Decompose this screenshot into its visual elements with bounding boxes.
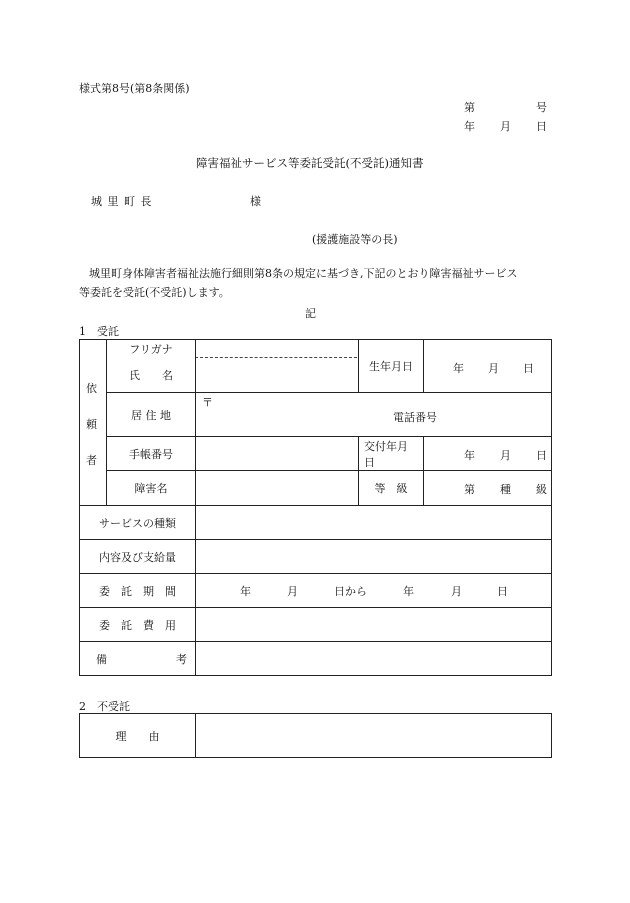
date-year: 年 xyxy=(464,120,475,133)
period-to-month: 月 xyxy=(451,585,462,598)
remarks-field[interactable] xyxy=(196,642,551,675)
handbook-label: 手帳番号 xyxy=(129,447,173,461)
period-from-day: 日から xyxy=(334,585,367,598)
grade-label: 等 級 xyxy=(374,482,408,495)
birth-day: 日 xyxy=(523,362,534,375)
postal-mark: 〒 xyxy=(202,396,213,409)
addressee-name: 城 里 町 長 xyxy=(91,195,153,208)
birth-month: 月 xyxy=(488,362,499,375)
grade-dai: 第 xyxy=(464,483,475,496)
issue-date-label-1: 交付年月 xyxy=(364,440,408,453)
form-number: 様式第8号(第8条関係) xyxy=(79,82,190,95)
phone-label: 電話番号 xyxy=(393,411,437,424)
issue-month: 月 xyxy=(500,449,511,462)
period-to-day: 日 xyxy=(497,585,508,598)
address-label: 居 住 地 xyxy=(131,408,171,422)
name-field[interactable] xyxy=(196,358,358,392)
furigana-field[interactable] xyxy=(196,340,358,357)
reason-label: 理 由 xyxy=(115,729,160,743)
content-field[interactable] xyxy=(196,540,551,573)
name-label: 氏 名 xyxy=(129,369,173,382)
sender-title: (援護施設等の長) xyxy=(312,233,398,246)
disability-field[interactable] xyxy=(196,471,358,505)
ki-heading: 記 xyxy=(305,307,316,320)
remarks-label-1: 備 xyxy=(96,653,107,666)
section1-heading: 1 受託 xyxy=(79,325,119,338)
addressee-honorific: 様 xyxy=(250,195,261,208)
period-to-year: 年 xyxy=(403,585,414,598)
date-month: 月 xyxy=(500,120,511,133)
issue-date-label-2: 日 xyxy=(364,456,375,469)
requester-char-2: 頼 xyxy=(86,418,97,431)
requester-char-1: 依 xyxy=(86,382,97,395)
furigana-label: フリガナ xyxy=(129,342,173,356)
requester-char-3: 者 xyxy=(86,454,97,467)
period-label: 委 託 期 間 xyxy=(99,584,176,598)
content-label: 内容及び支給量 xyxy=(99,550,176,564)
period-from-month: 月 xyxy=(287,585,298,598)
service-type-field[interactable] xyxy=(196,506,551,539)
document-title: 障害福祉サービス等委託受託(不受託)通知書 xyxy=(196,156,424,170)
body-line-1: 城里町身体障害者福祉法施行細則第8条の規定に基づき,下記のとおり障害福祉サービス xyxy=(89,267,518,280)
period-from-year: 年 xyxy=(240,585,251,598)
doc-number-go: 号 xyxy=(536,101,547,114)
cost-field[interactable] xyxy=(196,608,551,641)
doc-number-dai: 第 xyxy=(464,101,475,114)
birth-year: 年 xyxy=(453,362,464,375)
section2-heading: 2 不受託 xyxy=(79,700,130,713)
grade-shu: 種 xyxy=(500,483,511,496)
date-day: 日 xyxy=(536,120,547,133)
remarks-label-2: 考 xyxy=(176,653,187,666)
body-line-2: 等委託を受託(不受託)します。 xyxy=(79,286,230,299)
cost-label: 委 託 費 用 xyxy=(99,618,176,632)
service-type-label: サービスの種類 xyxy=(99,516,176,530)
issue-year: 年 xyxy=(464,449,475,462)
disability-label: 障害名 xyxy=(134,482,168,495)
handbook-field[interactable] xyxy=(196,437,358,470)
grade-kyu: 級 xyxy=(536,483,547,496)
reason-field[interactable] xyxy=(196,714,551,757)
issue-day: 日 xyxy=(536,449,547,462)
birthdate-label: 生年月日 xyxy=(369,360,413,373)
